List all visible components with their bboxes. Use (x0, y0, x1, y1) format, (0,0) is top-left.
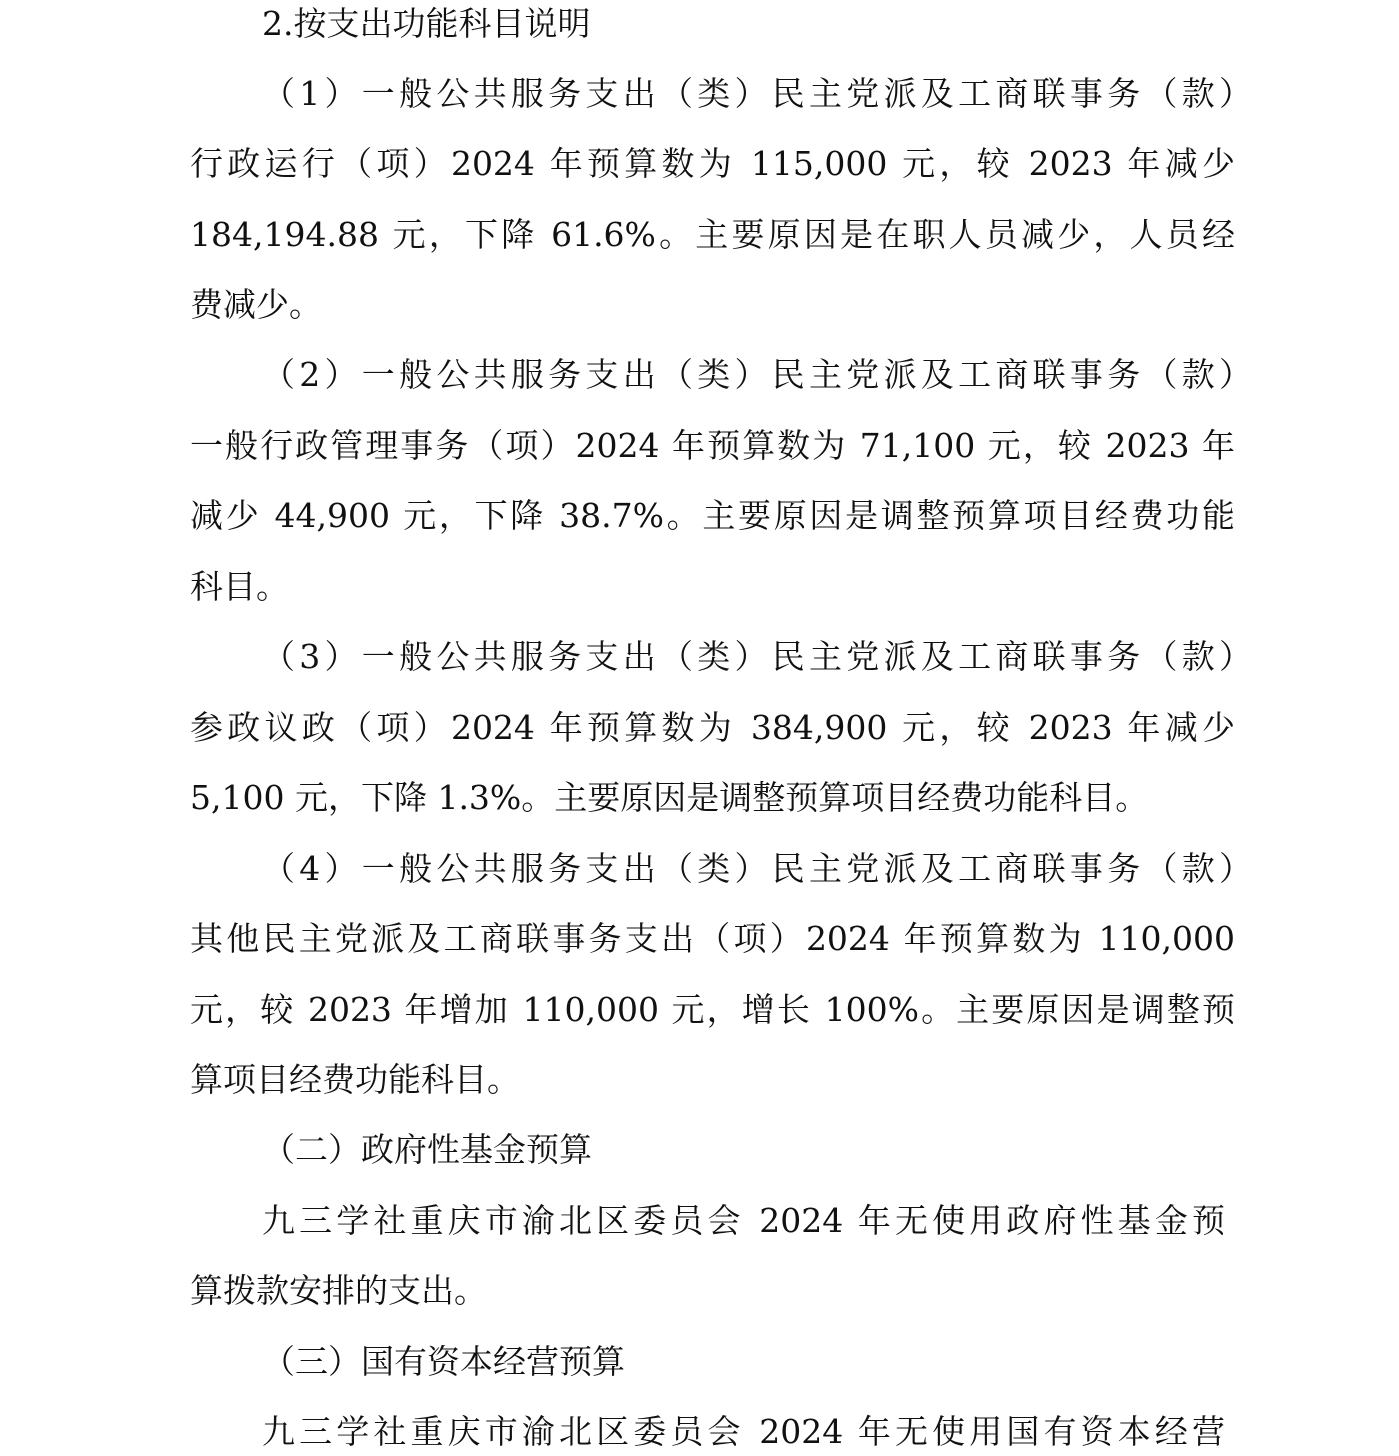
paragraph-2-line-1: （2）一般公共服务支出（类）民主党派及工商联事务（款） (262, 355, 1252, 394)
paragraph-4-line-4: 算项目经费功能科目。 (190, 1060, 520, 1099)
paragraph-1-line-2: 行政运行（项）2024 年预算数为 115,000 元，较 2023 年减少 (190, 144, 1235, 183)
paragraph-5-line-2: 算拨款安排的支出。 (190, 1271, 487, 1310)
paragraph-4-line-2: 其他民主党派及工商联事务支出（项）2024 年预算数为 110,000 (190, 919, 1235, 958)
paragraph-3-line-3: 5,100 元，下降 1.3%。主要原因是调整预算项目经费功能科目。 (190, 778, 1149, 817)
paragraph-1-line-1: （1）一般公共服务支出（类）民主党派及工商联事务（款） (262, 74, 1252, 113)
paragraph-4-line-1: （4）一般公共服务支出（类）民主党派及工商联事务（款） (262, 849, 1252, 888)
paragraph-5-line-1: 九三学社重庆市渝北区委员会 2024 年无使用政府性基金预 (262, 1201, 1225, 1240)
paragraph-2-line-4: 科目。 (190, 567, 289, 606)
paragraph-6-line-1: 九三学社重庆市渝北区委员会 2024 年无使用国有资本经营 (262, 1412, 1225, 1451)
paragraph-2-line-2: 一般行政管理事务（项）2024 年预算数为 71,100 元，较 2023 年 (190, 426, 1235, 465)
paragraph-3-line-2: 参政议政（项）2024 年预算数为 384,900 元，较 2023 年减少 (190, 708, 1235, 747)
paragraph-4-line-3: 元，较 2023 年增加 110,000 元，增长 100%。主要原因是调整预 (190, 990, 1235, 1029)
section-heading-government-fund-budget: （二）政府性基金预算 (262, 1130, 592, 1169)
paragraph-3-line-1: （3）一般公共服务支出（类）民主党派及工商联事务（款） (262, 637, 1252, 676)
section-heading-state-capital-budget: （三）国有资本经营预算 (262, 1342, 625, 1381)
paragraph-2-line-3: 减少 44,900 元，下降 38.7%。主要原因是调整预算项目经费功能 (190, 496, 1235, 535)
section-heading-functional-items: 2.按支出功能科目说明 (262, 4, 591, 43)
paragraph-1-line-3: 184,194.88 元，下降 61.6%。主要原因是在职人员减少，人员经 (190, 215, 1235, 254)
paragraph-1-line-4: 费减少。 (190, 285, 322, 324)
